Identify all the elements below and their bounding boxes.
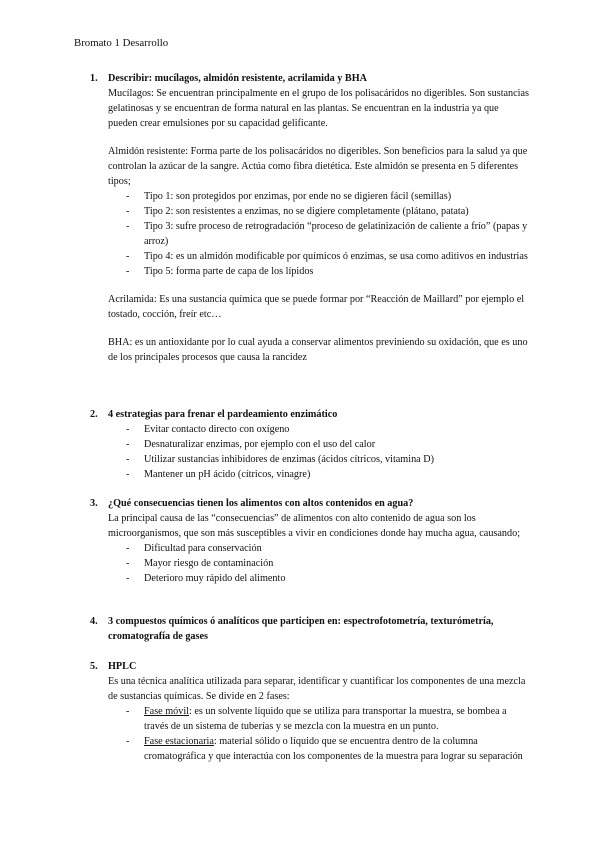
section-4: [90, 614, 530, 644]
list-item: - Tipo 3: sufre proceso de retrogradación “proceso de gelatinización de caliente a frío” (papas y arroz): [126, 221, 528, 247]
phases-list: [108, 704, 530, 764]
section-1: [90, 71, 530, 365]
list-item: - Tipo 5: forma parte de capa de los lípidos: [126, 266, 314, 277]
section-title: 3 compuestos químicos ó analíticos que participen en: espectrofotometría, texturómetría, cromatografía de gases: [108, 616, 494, 642]
section-number: 3.: [90, 498, 98, 509]
phase-description: : es un solvente líquido que se utiliza para transportar la muestra, se bombea a través de un sistema de tuberías y se mezcla con la muestra en un punto.: [144, 706, 507, 732]
strategies-list: [108, 422, 530, 482]
list-item: - Evitar contacto directo con oxígeno: [126, 424, 290, 435]
list-item: - Desnaturalizar enzimas, por ejemplo con el uso del calor: [126, 439, 376, 450]
paragraph-bha: BHA: es un antioxidante por lo cual ayuda a conservar alimentos previniendo su oxidación, que es uno de los principales procesos que causa la rancidez: [108, 337, 528, 363]
section-5: [90, 659, 530, 764]
list-item: - Dificultad para conservación: [126, 543, 262, 554]
list-item: - Deterioro muy rápido del alimento: [126, 573, 286, 584]
paragraph-almidon: Almidón resistente: Forma parte de los polisacáridos no digeribles. Son beneficios para la salud ya que controlan la azúcar de la sangre. Actúa como fibra dietética. Este almidón se presenta en 5 diferentes tipos;: [108, 146, 528, 187]
list-item: - Fase móvil: es un solvente líquido que se utiliza para transportar la muestra, se bombea a través de un sistema de tuberías y se mezcla con la muestra en un punto.: [126, 706, 507, 732]
almidon-types-list: [108, 189, 530, 279]
phase-label: Fase estacionaria: [144, 736, 214, 747]
section-number: 5.: [90, 661, 98, 672]
section-2: [90, 407, 530, 482]
section-number: 4.: [90, 616, 98, 627]
phase-description: : material sólido o líquido que se encuentra dentro de la columna cromatográfica y que interactúa con los componentes de la muestra para lograr su separación: [144, 736, 523, 762]
document-header: Bromato 1 Desarrollo: [74, 37, 169, 49]
section-number: 2.: [90, 409, 98, 420]
consequences-list: [108, 541, 530, 586]
list-item: - Utilizar sustancias inhibidores de enzimas (ácidos cítricos, vitamina D): [126, 454, 434, 465]
paragraph-acrilamida: Acrilamida: Es una sustancia química que se puede formar por “Reacción de Maillard” por ejemplo el tostado, cocción, freír etc…: [108, 294, 525, 320]
list-item: - Tipo 4: es un almidón modificable por químicos ó enzimas, se usa como aditivos en industrias: [126, 251, 528, 262]
section-title: HPLC: [108, 661, 137, 672]
paragraph-water-consequences: La principal causa de las “consecuencias” de alimentos con alto contenido de agua son los microorganismos, que son más susceptibles a vivir en condiciones donde hay mucha agua, causando;: [108, 513, 521, 539]
paragraph-hplc: Es una técnica analítica utilizada para separar, identificar y cuantificar los componentes de una mezcla de sustancias químicas. Se divide en 2 fases:: [108, 676, 526, 702]
section-title: ¿Qué consecuencias tienen los alimentos con altos contenidos en agua?: [108, 498, 414, 509]
list-item: - Tipo 2: son resistentes a enzimas, no se digiere completamente (plátano, patata): [126, 206, 469, 217]
section-number: 1.: [90, 73, 98, 84]
phase-label: Fase móvil: [144, 706, 189, 717]
section-title: Describir: mucílagos, almidón resistente, acrilamida y BHA: [108, 73, 368, 84]
list-item: - Tipo 1: son protegidos por enzimas, por ende no se digieren fácil (semillas): [126, 191, 452, 202]
list-item: - Mantener un pH ácido (cítricos, vinagre): [126, 469, 311, 480]
section-title: 4 estrategias para frenar el pardeamiento enzimático: [108, 409, 338, 420]
list-item: - Mayor riesgo de contaminación: [126, 558, 274, 569]
list-item: - Fase estacionaria: material sólido o líquido que se encuentra dentro de la columna cromatográfica y que interactúa con los componentes de la muestra para lograr su separación: [126, 736, 523, 762]
paragraph-mucilagos: Mucílagos: Se encuentran principalmente en el grupo de los polisacáridos no digeribles. Son sustancias gelatinosas y se encuentran de forma natural en las plantas. Se encuentran en la industria ya que pueden crear emulsiones por su capacidad gelificante.: [108, 88, 529, 129]
section-3: [90, 496, 530, 586]
